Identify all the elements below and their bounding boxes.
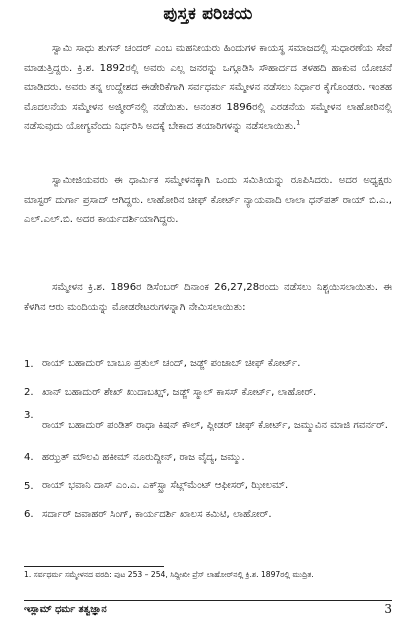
list-item-number: 6. (24, 509, 34, 521)
list-item-text: ರಾಯ್ ಭವಾನಿ ದಾಸ್ ಎಂ.ಎ. ಎಕ್‌ಸ್ಟ್ರಾ ಸೆಟ್ಲ್‌ಮೆಂಟ್ ಆಫೀಸರ್, ಝೀಲಮ್. (42, 480, 289, 492)
list-item-number: 1. (24, 358, 34, 370)
footnote-reference[interactable]: 1 (296, 120, 301, 128)
paragraph-1 (24, 39, 392, 137)
list-item (24, 378, 392, 406)
list-item (24, 444, 392, 472)
paragraph-1-text: ಸ್ವಾಮಿ ಸಾಧು ಶುಗನ್ ಚಂದರ್ ಎಂಬ ಮಹನೀಯರು ಹಿಂದುಗಳ ಕಾಯಸ್ಥ ಸಮಾಜದಲ್ಲಿ ಸುಧಾರಣೆಯ ಸೇವೆ ಮಾಡುತ್ತಿದ್ದರು. ಕ್ರಿ.ಶ. 1892ರಲ್ಲಿ ಅವರು ಎಲ್ಲ ಜನರನ್ನು ಒಗ್ಗೂಡಿಸಿ ಸೌಹಾರ್ದದ ತಳಹದಿ ಹಾಕುವ ಯೋಚನೆ ಮಾಡಿದರು. ಅವರು ತನ್ನ ಉದ್ದೇಶದ ಈಡೇರಿಕೆಗಾಗಿ ಸರ್ವಧರ್ಮ ಸಮ್ಮೇಳನ ನಡೆಸಲು ನಿರ್ಧಾರ ಕೈಗೊಂಡರು. ಇಂತಹ ಮೊದಲನೆಯ ಸಮ್ಮೇಳನ ಅಜ್ಮೀರ್‌ನಲ್ಲಿ ನಡೆಯಿತು. ಅನಂತರ 1896ರಲ್ಲಿ ಎರಡನೆಯ ಸಮ್ಮೇಳನ ಲಾಹೋರಿನಲ್ಲಿ ನಡೆಸುವುದು ಯೋಗ್ಯವೆಂದು ನಿರ್ಧರಿಸಿ ಅದಕ್ಕೆ ಬೇಕಾದ ತಯಾರಿಗಳನ್ನು ನಡೆಸಲಾಯಿತು. (24, 43, 392, 133)
list-item-text: ಖಾನ್ ಬಹಾದುರ್ ಶೇಖ್ ಖುದಾಬಖ್ಷ್, ಜಡ್ಜ್ ಸ್ಮಾಲ್ ಕಾಸಸ್ ಕೋರ್ಟ್, ಲಾಹೋರ್. (42, 386, 317, 398)
moderator-list (24, 350, 392, 529)
list-item (24, 501, 392, 529)
list-item-number: 4. (24, 452, 34, 464)
list-item-text: ರಾಯ್ ಬಹಾದುರ್ ಬಾಬೂ ಪ್ರತುಲ್ ಚಂದ್, ಜಡ್ಜ್ ಪಂಜಾಬ್ ಚೀಫ್ ಕೋರ್ಟ್. (42, 358, 301, 370)
list-item-number: 2. (24, 387, 34, 399)
footnote: 1. ಸರ್ವಧರ್ಮ ಸಮ್ಮೇಳನದ ವರದಿ: ಪುಟ 253 – 254, ಸಿದ್ದೀಖೀ ಪ್ರೆಸ್ ಲಾಹೋರ್‌ನಲ್ಲಿ ಕ್ರಿ.ಶ. 1897ರಲ್ಲಿ ಮುದ್ರಿತ. (24, 570, 314, 579)
list-item-number: 5. (24, 480, 34, 492)
paragraph-3: ಸಮ್ಮೇಳನ ಕ್ರಿ.ಶ. 1896ರ ಡಿಸೆಂಬರ್ ದಿನಾಂಕ 26,27,28ರಂದು ನಡೆಸಲು ನಿಶ್ಚಯಿಸಲಾಯಿತು. ಈ ಕೆಳಗಿನ ಆರು ಮಂದಿಯನ್ನು ಮೋಡರೇಟರುಗಳನ್ನಾಗಿ ನೇಮಿಸಲಾಯಿತು: (24, 282, 392, 313)
list-item (24, 472, 392, 500)
list-item-text: ಸರ್ದಾರ್ ಜವಾಹರ್ ಸಿಂಗ್, ಕಾರ್ಯದರ್ಶಿ ಖಾಲಸ ಕಮಿಟಿ, ಲಾಹೋರ್. (42, 508, 272, 520)
list-item (24, 407, 392, 444)
list-item-number: 3. (24, 409, 34, 421)
footnote-divider (24, 566, 164, 567)
page-heading: ಪುಸ್ತಕ ಪರಿಚಯ (163, 4, 253, 24)
page-number: 3 (384, 602, 392, 616)
running-footer-title: ಇಸ್ಲಾಮ್ ಧರ್ಮ ತತ್ವಜ್ಞಾನ (24, 604, 107, 615)
paragraph-2: ಸ್ವಾಮೀಜಿಯವರು ಈ ಧಾರ್ಮಿಕ ಸಮ್ಮೇಳನಕ್ಕಾಗಿ ಒಂದು ಸಮಿತಿಯನ್ನು ರೂಪಿಸಿದರು. ಅದರ ಅಧ್ಯಕ್ಷರು ಮಾಸ್ಟರ್ ದುರ್ಗಾ ಪ್ರಸಾದ್ ಆಗಿದ್ದರು. ಲಾಹೋರಿನ ಚೀಫ್ ಕೋರ್ಟ್ ನ್ಯಾಯವಾದಿ ಲಾಲಾ ಧನ್‌ಪತ್ ರಾಯ್ ಬಿ.ಎ., ಎಲ್.ಎಲ್.ಬಿ. ಅದರ ಕಾರ್ಯದರ್ಶಿಯಾಗಿದ್ದರು. (24, 175, 392, 226)
footer-divider (24, 600, 392, 601)
list-item-text: ಹಝ್ರತ್ ಮೌಲವಿ ಹಕೀಮ್ ನೂರುದ್ದೀನ್, ರಾಜ ವೈದ್ಯ, ಜಮ್ಮು. (42, 451, 245, 463)
list-item-text: ರಾಯ್ ಬಹಾದುರ್ ಪಂಡಿತ್ ರಾಧಾ ಕಿಷನ್ ಕೌಲ್, ಪ್ಲೀಡರ್ ಚೀಫ್ ಕೋರ್ಟ್, ಜಮ್ಮುವಿನ ಮಾಜಿ ಗವರ್ನರ್. (42, 419, 388, 431)
list-item (24, 350, 392, 378)
